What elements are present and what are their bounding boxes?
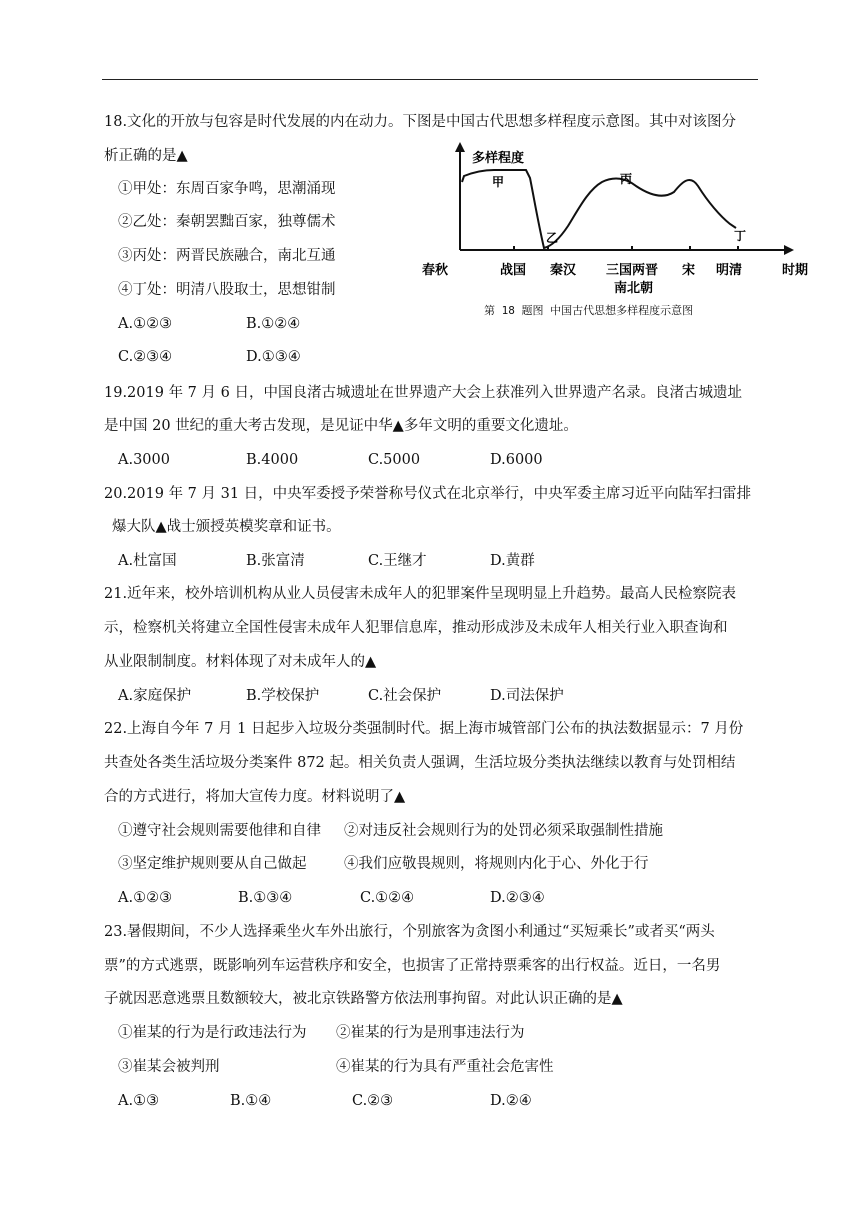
q18-option-b[interactable]: B.①②④ bbox=[246, 316, 301, 332]
q22-option-c[interactable]: C.①②④ bbox=[360, 890, 415, 906]
q18-option-c[interactable]: C.②③④ bbox=[118, 349, 173, 365]
tick-label-song: 宋 bbox=[682, 263, 696, 278]
q22-stem-line3: 合的方式进行，将加大宣传力度。材料说明了▲ bbox=[104, 789, 406, 805]
q18-stem-line1: 18.文化的开放与包容是时代发展的内在动力。下图是中国古代思想多样程度示意图。其中对该图分 bbox=[104, 114, 737, 130]
annotation-yi: 乙 bbox=[546, 231, 559, 245]
q18-option-d[interactable]: D.①③④ bbox=[246, 349, 301, 365]
q22-option-d[interactable]: D.②③④ bbox=[490, 890, 545, 906]
header-rule bbox=[102, 79, 758, 80]
x-axis-arrow bbox=[784, 245, 794, 255]
y-axis-arrow bbox=[455, 142, 465, 152]
q18-item-1: ①甲处：东周百家争鸣，思潮涌现 bbox=[118, 181, 336, 197]
annotation-ding: 丁 bbox=[734, 229, 747, 243]
q22-item-1: ①遵守社会规则需要他律和自律 bbox=[118, 823, 321, 839]
q23-item-1: ①崔某的行为是行政违法行为 bbox=[118, 1025, 307, 1041]
q19-stem-line1: 19.2019 年 7 月 6 日，中国良渚古城遗址在世界遗产大会上获准列入世界遗产名录。良渚古城遗址 bbox=[104, 385, 742, 401]
q19-option-c[interactable]: C.5000 bbox=[368, 452, 421, 468]
q20-option-a[interactable]: A.杜富国 bbox=[118, 553, 177, 569]
tick-label-mingqing: 明清 bbox=[716, 263, 743, 278]
q23-option-d[interactable]: D.②④ bbox=[490, 1093, 532, 1109]
q20-option-d[interactable]: D.黄群 bbox=[490, 553, 535, 569]
q18-item-2: ②乙处：秦朝罢黜百家，独尊儒术 bbox=[118, 214, 336, 230]
annotation-bing: 丙 bbox=[620, 172, 633, 186]
q18-item-3: ③丙处：两晋民族融合，南北互通 bbox=[118, 248, 336, 264]
q20-stem-line2: 爆大队▲战士颁授英模奖章和证书。 bbox=[112, 519, 341, 535]
q22-stem-line2: 共查处各类生活垃圾分类案件 872 起。相关负责人强调，生活垃圾分类执法继续以教育与处罚相结 bbox=[104, 755, 736, 771]
tick-label-sanguo: 三国两晋 bbox=[606, 263, 659, 278]
q19-option-d[interactable]: D.6000 bbox=[490, 452, 543, 468]
diversity-chart bbox=[418, 138, 818, 328]
q18-option-a[interactable]: A.①②③ bbox=[118, 316, 173, 332]
x-axis-label: 时期 bbox=[782, 263, 809, 278]
q23-option-a[interactable]: A.①③ bbox=[118, 1093, 160, 1109]
tick-label-nanbeichao: 南北朝 bbox=[614, 281, 654, 296]
q18-item-4: ④丁处：明清八股取士，思想钳制 bbox=[118, 282, 336, 298]
q21-stem-line2: 示，检察机关将建立全国性侵害未成年人犯罪信息库，推动形成涉及未成年人相关行业入职查询和 bbox=[104, 620, 728, 636]
q18-stem-line2: 析正确的是▲ bbox=[104, 148, 188, 164]
q20-option-b[interactable]: B.张富清 bbox=[246, 553, 305, 569]
q19-option-b[interactable]: B.4000 bbox=[246, 452, 299, 468]
figure-caption: 第 18 题图 中国古代思想多样程度示意图 bbox=[484, 304, 694, 317]
q22-option-a[interactable]: A.①②③ bbox=[118, 890, 173, 906]
q22-item-3: ③坚定维护规则要从自己做起 bbox=[118, 856, 307, 872]
q23-item-2: ②崔某的行为是刑事违法行为 bbox=[336, 1025, 525, 1041]
q23-option-c[interactable]: C.②③ bbox=[352, 1093, 394, 1109]
q21-option-b[interactable]: B.学校保护 bbox=[246, 688, 320, 704]
tick-label-zhanguo: 战国 bbox=[500, 263, 527, 278]
q23-option-b[interactable]: B.①④ bbox=[230, 1093, 272, 1109]
q23-stem-line2: 票”的方式逃票，既影响列车运营秩序和安全，也损害了正常持票乘客的出行权益。近日，一名男 bbox=[104, 958, 721, 974]
q22-item-4: ④我们应敬畏规则，将规则内化于心、外化于行 bbox=[344, 856, 649, 872]
q19-option-a[interactable]: A.3000 bbox=[118, 452, 170, 468]
q20-stem-line1: 20.2019 年 7 月 31 日，中央军委授予荣誉称号仪式在北京举行，中央军委主席习近平向陆军扫雷排 bbox=[104, 486, 752, 502]
annotation-jia: 甲 bbox=[492, 175, 505, 189]
q21-option-a[interactable]: A.家庭保护 bbox=[118, 688, 192, 704]
q22-option-b[interactable]: B.①③④ bbox=[238, 890, 293, 906]
y-axis-label: 多样程度 bbox=[472, 151, 525, 166]
q23-item-3: ③崔某会被判刑 bbox=[118, 1059, 220, 1075]
tick-label-chunqiu: 春秋 bbox=[422, 263, 449, 278]
q21-option-c[interactable]: C.社会保护 bbox=[368, 688, 442, 704]
q20-option-c[interactable]: C.王继才 bbox=[368, 553, 427, 569]
q19-stem-line2: 是中国 20 世纪的重大考古发现，是见证中华▲多年文明的重要文化遗址。 bbox=[104, 418, 578, 434]
q21-option-d[interactable]: D.司法保护 bbox=[490, 688, 564, 704]
q22-stem-line1: 22.上海自今年 7 月 1 日起步入垃圾分类强制时代。据上海市城管部门公布的执法数据显示：7 月份 bbox=[104, 721, 744, 737]
q23-stem-line1: 23.暑假期间，不少人选择乘坐火车外出旅行，个别旅客为贪图小利通过“买短乘长”或者买“两头 bbox=[104, 924, 715, 940]
q23-stem-line3: 子就因恶意逃票且数额较大，被北京铁路警方依法刑事拘留。对此认识正确的是▲ bbox=[104, 991, 623, 1007]
tick-label-qinhan: 秦汉 bbox=[550, 263, 577, 278]
q22-item-2: ②对违反社会规则行为的处罚必须采取强制性措施 bbox=[344, 823, 663, 839]
q21-stem-line1: 21.近年来，校外培训机构从业人员侵害未成年人的犯罪案件呈现明显上升趋势。最高人民检察院表 bbox=[104, 586, 737, 602]
q21-stem-line3: 从业限制制度。材料体现了对未成年人的▲ bbox=[104, 654, 377, 670]
q23-item-4: ④崔某的行为具有严重社会危害性 bbox=[336, 1059, 554, 1075]
